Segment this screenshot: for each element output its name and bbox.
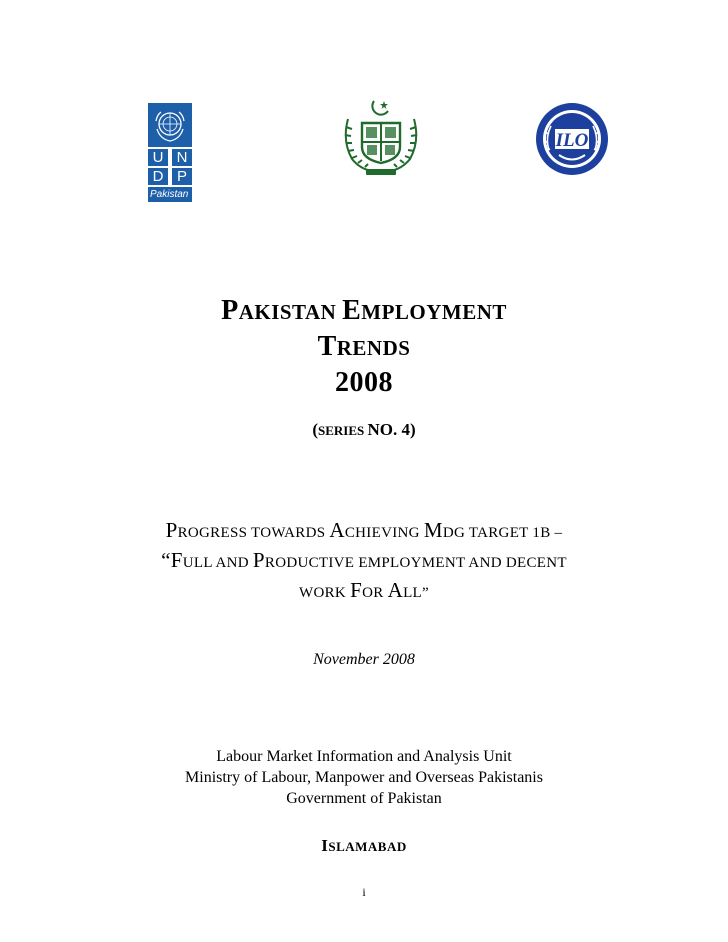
title-line-1: PAKISTAN EMPLOYMENT bbox=[221, 295, 507, 326]
publisher-government: Government of Pakistan bbox=[286, 790, 442, 807]
series-number: (SERIES NO. 4) bbox=[312, 420, 416, 439]
pakistan-state-emblem-icon bbox=[340, 97, 422, 179]
subtitle-line-1: PROGRESS TOWARDS ACHIEVING MDG TARGET 1B – bbox=[165, 518, 563, 542]
city-name: ISLAMABAD bbox=[321, 836, 407, 855]
un-emblem-icon bbox=[148, 103, 192, 147]
subtitle-line-2: “FULL AND PRODUCTIVE EMPLOYMENT AND DECENT bbox=[161, 548, 567, 572]
page-number: i bbox=[362, 885, 366, 899]
undp-caption: Pakistan bbox=[148, 187, 192, 202]
undp-letter-n: N bbox=[172, 149, 192, 166]
undp-logo bbox=[148, 103, 192, 203]
ilo-logo-icon bbox=[535, 102, 609, 176]
subtitle-line-3: WORK FOR ALL” bbox=[299, 578, 429, 602]
undp-letter-d: D bbox=[148, 168, 168, 185]
ilo-logo-text: ILO bbox=[555, 130, 589, 151]
title-line-2: TRENDS bbox=[317, 331, 411, 362]
publisher-unit: Labour Market Information and Analysis Unit bbox=[216, 748, 512, 765]
undp-letter-p: P bbox=[172, 168, 192, 185]
title-year: 2008 bbox=[335, 367, 393, 398]
undp-letter-u: U bbox=[148, 149, 168, 166]
publisher-ministry: Ministry of Labour, Manpower and Overseas Pakistanis bbox=[185, 769, 543, 786]
publication-date: November 2008 bbox=[313, 651, 415, 668]
